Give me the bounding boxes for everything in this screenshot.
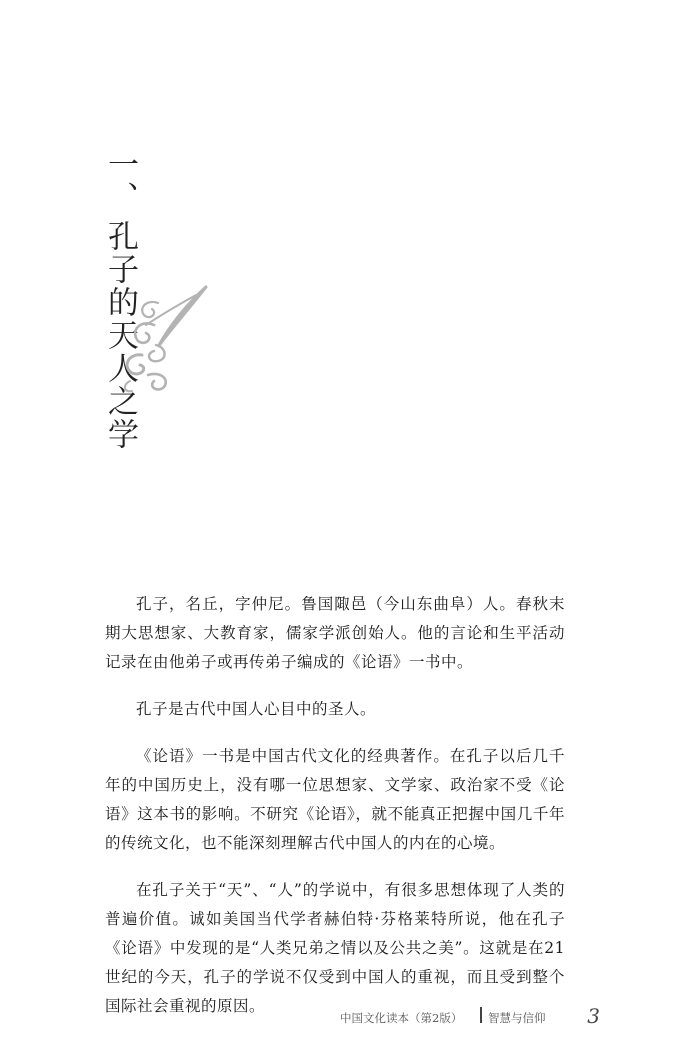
body-text (105, 590, 565, 1039)
paragraph: 在孔子关于“天”、“人”的学说中，有很多思想体现了人类的普遍价值。诚如美国当代学者赫伯特·芬格莱特所说，他在孔子《论语》中发现的是“人类兄弟之情以及公共之美”。这就是在21世纪的今天，孔子的学说不仅受到中国人的重视，而且受到整个国际社会重视的原因。 (105, 881, 565, 1015)
footer-section-title: 智慧与信仰 (488, 1011, 546, 1025)
chapter-title-text: 孔子的天人之学 (102, 220, 138, 451)
footer-book-title: 中国文化读本（第2版） (340, 1011, 463, 1025)
page-footer (340, 1004, 640, 1030)
paragraph: 孔子，名丘，字仲尼。鲁国陬邑（今山东曲阜）人。春秋末期大思想家、大教育家，儒家学派创始人。他的言论和生平活动记录在由他弟子或再传弟子编成的《论语》一书中。 (105, 595, 565, 671)
paragraph: 孔子是古代中国人心目中的圣人。 (136, 700, 377, 718)
chapter-number: 一、 (102, 148, 138, 214)
footer-divider (480, 1007, 482, 1023)
paragraph: 《论语》一书是中国古代文化的经典著作。在孔子以后几千年的中国历史上，没有哪一位思想家、文学家、政治家不受《论语》这本书的影响。不研究《论语》，就不能真正把握中国几千年的传统文化，也不能深刻理解古代中国人的内在的心境。 (105, 747, 565, 852)
cloud-scroll-ornament-icon (118, 285, 213, 395)
page-number: 3 (587, 1004, 600, 1028)
